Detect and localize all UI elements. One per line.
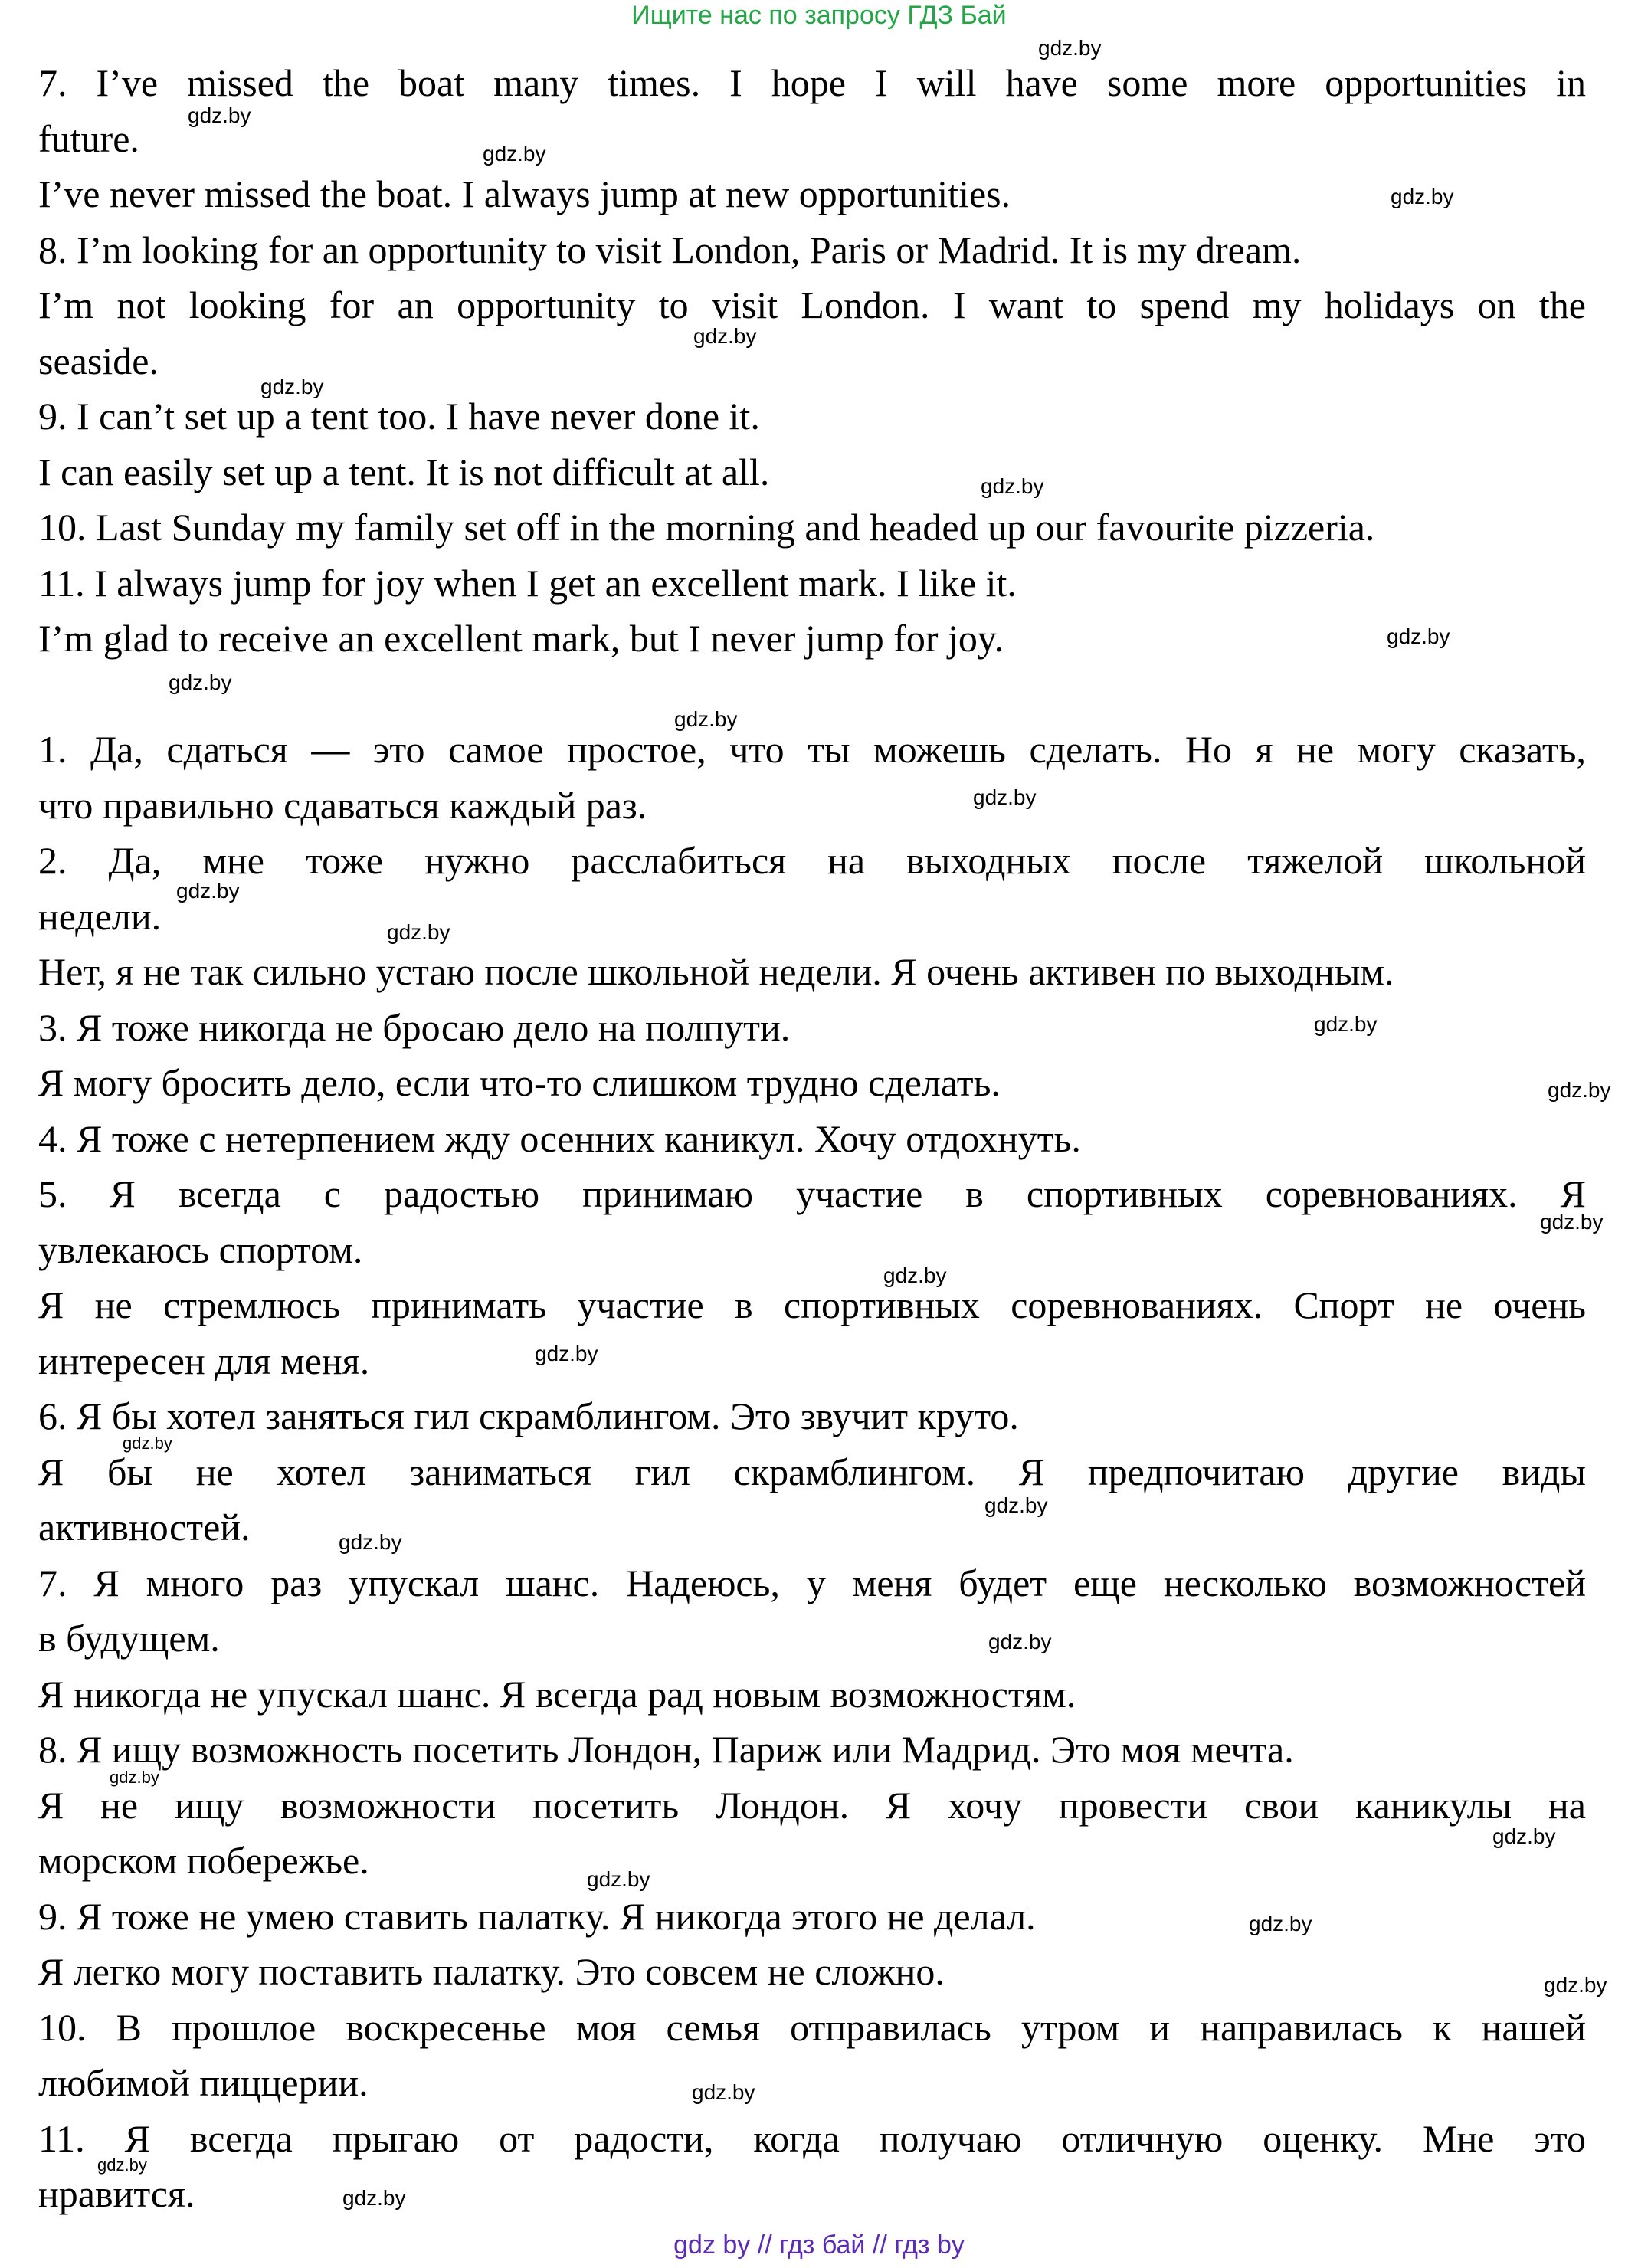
- english-line: I’m glad to receive an excellent mark, but I never jump for joy.: [38, 617, 1004, 660]
- watermark: gdz.by: [342, 2186, 406, 2210]
- watermark: gdz.by: [260, 375, 324, 398]
- russian-line: Я могу бросить дело, если что-то слишком трудно сделать.: [38, 1061, 1001, 1104]
- watermark: gdz.by: [97, 2155, 147, 2175]
- russian-line: 5. Я всегда с радостью принимаю участие в спортивных соревнованиях. Я: [38, 1172, 1586, 1215]
- russian-line: морском побережье.: [38, 1839, 369, 1882]
- russian-line: 2. Да, мне тоже нужно расслабиться на выходных после тяжелой школьной: [38, 839, 1586, 882]
- english-line: seaside.: [38, 339, 159, 382]
- watermark: gdz.by: [1038, 36, 1102, 60]
- header-text: Ищите нас по запросу ГДЗ Бай: [631, 1, 1007, 30]
- watermark: gdz.by: [693, 324, 757, 348]
- page-header: [0, 0, 1638, 34]
- russian-line: Я бы не хотел заниматься гил скрамблингом. Я предпочитаю другие виды: [38, 1450, 1586, 1493]
- watermark: gdz.by: [973, 785, 1037, 809]
- english-line: I can easily set up a tent. It is not difficult at all.: [38, 450, 770, 493]
- english-line: I’ve never missed the boat. I always jump at new opportunities.: [38, 172, 1011, 215]
- watermark: gdz.by: [984, 1493, 1048, 1517]
- russian-line: что правильно сдаваться каждый раз.: [38, 783, 647, 827]
- english-line: 8. I’m looking for an opportunity to visit London, Paris or Madrid. It is my dream.: [38, 228, 1302, 271]
- watermark: gdz.by: [1391, 185, 1454, 208]
- russian-line: интересен для меня.: [38, 1339, 370, 1382]
- russian-line: 9. Я тоже не умею ставить палатку. Я никогда этого не делал.: [38, 1894, 1036, 1938]
- watermark: gdz.by: [169, 670, 232, 694]
- watermark: gdz.by: [176, 879, 240, 903]
- russian-line: 7. Я много раз упускал шанс. Надеюсь, у меня будет еще несколько возможностей: [38, 1561, 1586, 1604]
- watermark: gdz.by: [1387, 624, 1450, 648]
- watermark: gdz.by: [188, 103, 251, 127]
- watermark: gdz.by: [339, 1530, 402, 1554]
- english-line: 7. I’ve missed the boat many times. I hope I will have some more opportunities in: [38, 61, 1586, 104]
- english-line: 10. Last Sunday my family set off in the morning and headed up our favourite pizzeria.: [38, 506, 1375, 549]
- english-line: future.: [38, 116, 139, 160]
- russian-line: активностей.: [38, 1506, 251, 1549]
- russian-line: 1. Да, сдаться — это самое простое, что ты можешь сделать. Но я не могу сказать,: [38, 728, 1586, 771]
- watermark: gdz.by: [1540, 1210, 1604, 1234]
- russian-line: Я не стремлюсь принимать участие в спортивных соревнованиях. Спорт не очень: [38, 1283, 1586, 1326]
- watermark: gdz.by: [674, 707, 738, 731]
- english-line: 11. I always jump for joy when I get an excellent mark. I like it.: [38, 561, 1017, 605]
- watermark: gdz.by: [981, 474, 1044, 498]
- russian-line: Я никогда не упускал шанс. Я всегда рад новым возможностям.: [38, 1672, 1076, 1716]
- russian-line: Я легко могу поставить палатку. Это совсем не сложно.: [38, 1950, 945, 1993]
- watermark: gdz.by: [1544, 1973, 1607, 1997]
- watermark: gdz.by: [1249, 1912, 1312, 1935]
- russian-line: любимой пиццерии.: [38, 2061, 369, 2104]
- watermark: gdz.by: [1314, 1012, 1378, 1036]
- section-gap: [38, 667, 1586, 723]
- watermark: gdz.by: [1492, 1824, 1556, 1848]
- russian-line: 8. Я ищу возможность посетить Лондон, Париж или Мадрид. Это моя мечта.: [38, 1728, 1294, 1771]
- watermark: gdz.by: [692, 2080, 755, 2104]
- russian-line: нравится.: [38, 2172, 195, 2215]
- watermark: gdz.by: [535, 1342, 598, 1365]
- watermark: gdz.by: [110, 1768, 159, 1787]
- footer-text: gdz by // гдз бай // гдз by: [673, 2230, 965, 2260]
- russian-line: 4. Я тоже с нетерпением жду осенних каникул. Хочу отдохнуть.: [38, 1116, 1081, 1160]
- watermark: gdz.by: [883, 1263, 947, 1287]
- english-line: 9. I can’t set up a tent too. I have never done it.: [38, 395, 760, 438]
- russian-line: 6. Я бы хотел заняться гил скрамблингом. Это звучит круто.: [38, 1395, 1019, 1437]
- watermark: gdz.by: [123, 1434, 172, 1453]
- russian-line: 10. В прошлое воскресенье моя семья отправилась утром и направилась к нашей: [38, 2005, 1586, 2049]
- russian-line: Нет, я не так сильно устаю после школьной недели. Я очень активен по выходным.: [38, 950, 1394, 993]
- watermark: gdz.by: [587, 1867, 650, 1891]
- russian-line: 3. Я тоже никогда не бросаю дело на полпути.: [38, 1005, 791, 1049]
- russian-line: Я не ищу возможности посетить Лондон. Я хочу провести свои каникулы на: [38, 1783, 1586, 1827]
- english-line: I’m not looking for an opportunity to visit London. I want to spend my holidays on the: [38, 284, 1586, 326]
- watermark: gdz.by: [1548, 1078, 1611, 1102]
- russian-line: увлекаюсь спортом.: [38, 1227, 363, 1271]
- russian-line: в будущем.: [38, 1617, 220, 1660]
- watermark: gdz.by: [387, 920, 450, 944]
- russian-line: 11. Я всегда прыгаю от радости, когда получаю отличную оценку. Мне это: [38, 2116, 1586, 2160]
- watermark: gdz.by: [988, 1630, 1052, 1653]
- watermark: gdz.by: [483, 142, 546, 166]
- russian-line: недели.: [38, 894, 162, 938]
- page-footer: [0, 2230, 1638, 2263]
